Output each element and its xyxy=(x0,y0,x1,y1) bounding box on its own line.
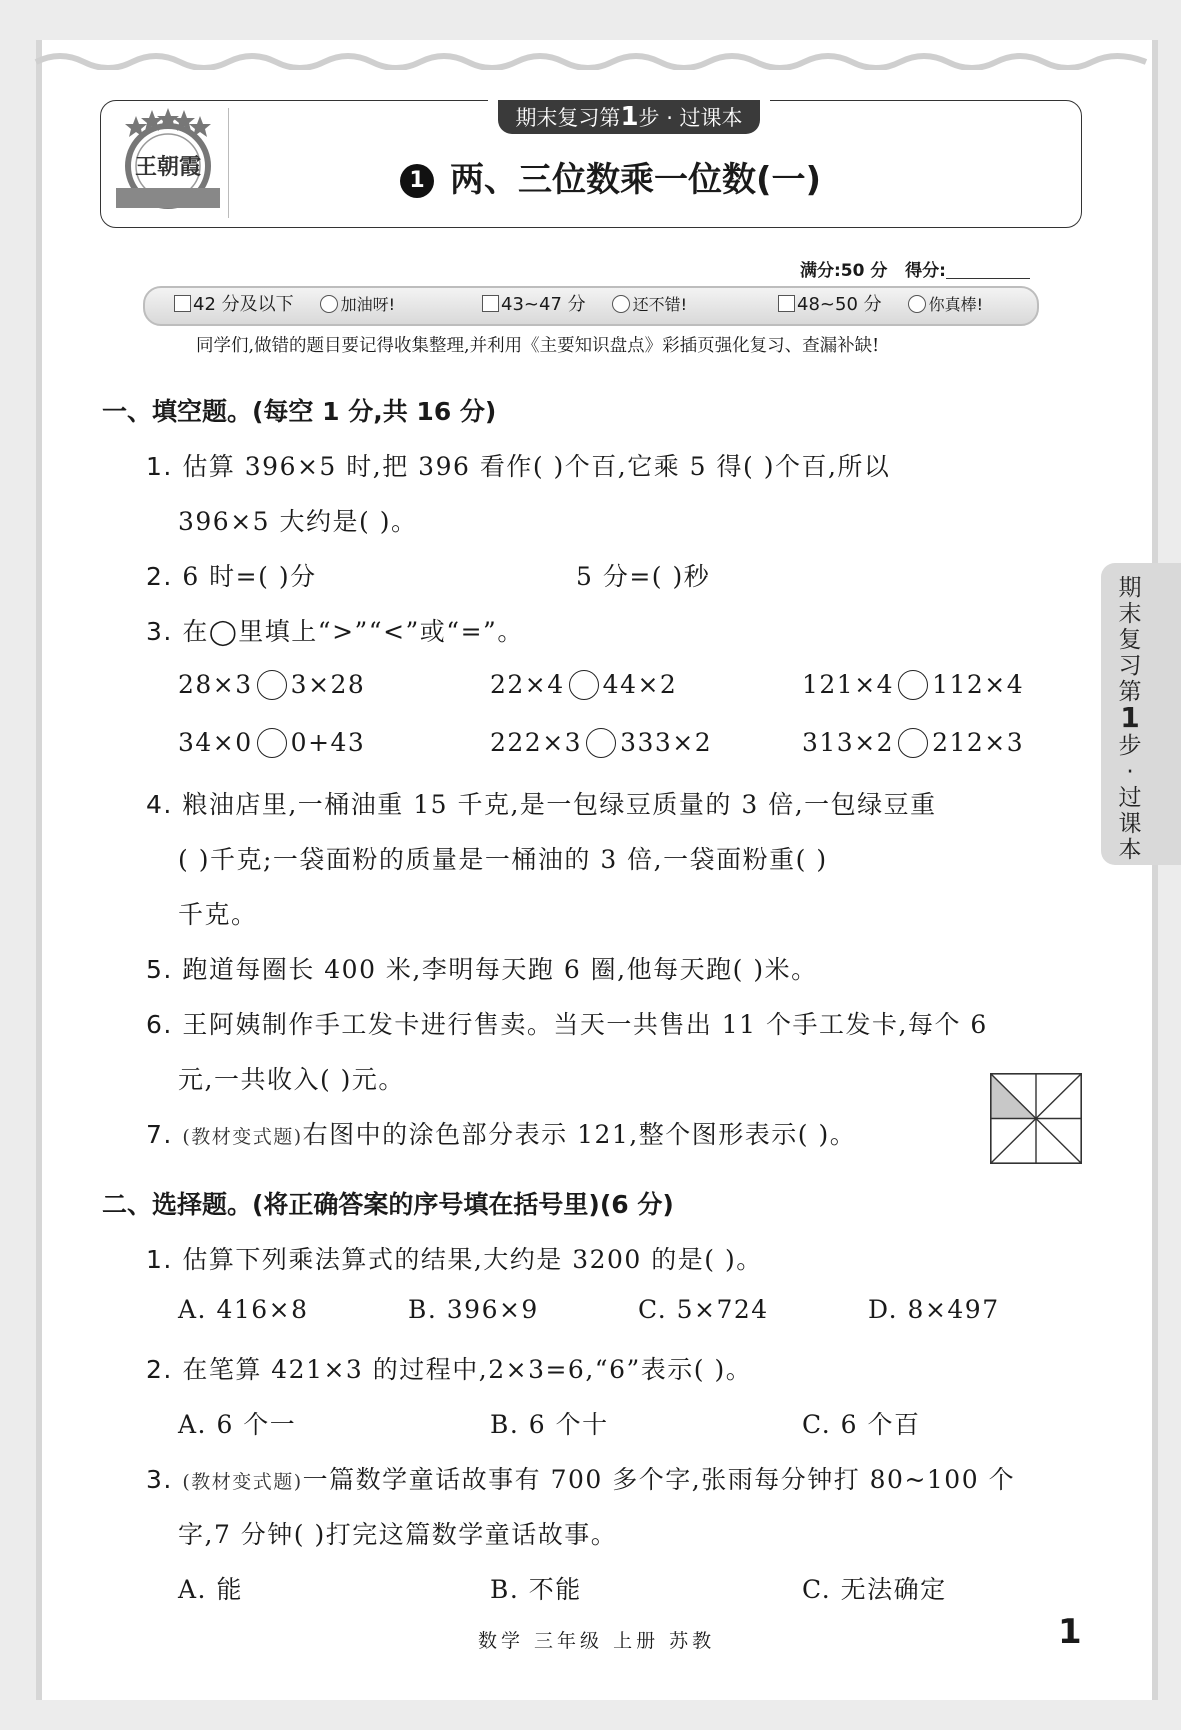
side-tab-label xyxy=(1110,575,1150,863)
question-1-1: 1. 估算 396×5 时,把 396 看作( )个百,它乘 5 得( )个百,所以 xyxy=(146,452,891,481)
question-text: 右图中的涂色部分表示 121,整个图形表示( )。 xyxy=(302,1120,857,1149)
question-1-3: 3. 在◯里填上“>”“<”或“=”。 xyxy=(146,617,524,646)
question-1-4-cont: ( )千克;一袋面粉的质量是一桶油的 3 倍,一袋面粉重( ) xyxy=(178,845,828,874)
question-2-1: 1. 估算下列乘法算式的结果,大约是 3200 的是( )。 xyxy=(146,1245,763,1274)
compare-circle[interactable] xyxy=(898,728,928,758)
question-text: 一篇数学童话故事有 700 多个字,张雨每分钟打 80~100 个 xyxy=(302,1465,1016,1494)
side-char: 习 xyxy=(1118,653,1142,679)
choice-c[interactable]: C. 6 个百 xyxy=(802,1410,921,1439)
full-score: 满分:50 分 xyxy=(800,261,888,281)
choice-b[interactable]: B. 396×9 xyxy=(408,1295,539,1324)
right-expr: 112×4 xyxy=(932,670,1025,699)
section-2-title: 二、选择题。(将正确答案的序号填在括号里)(6 分) xyxy=(102,1190,674,1219)
face-icon xyxy=(612,295,630,313)
choice-a[interactable]: A. 6 个一 xyxy=(178,1410,297,1439)
side-step-number: 1 xyxy=(1120,701,1140,734)
question-2-3-cont: 字,7 分钟( )打完这篇数学童话故事。 xyxy=(178,1520,618,1549)
question-text: 6 时=( )分 xyxy=(182,562,317,591)
lesson-number-badge: 1 xyxy=(400,164,434,198)
compare-circle[interactable] xyxy=(257,670,287,700)
score-label: 得分: xyxy=(905,261,946,281)
side-char: · xyxy=(1126,759,1134,785)
review-step-banner xyxy=(498,100,760,134)
section-1-title: 一、填空题。(每空 1 分,共 16 分) xyxy=(102,397,497,426)
side-char: 本 xyxy=(1118,837,1142,863)
question-1-4-cont2: 千克。 xyxy=(178,900,258,929)
side-char: 课 xyxy=(1118,811,1142,837)
right-expr: 333×2 xyxy=(620,728,713,757)
question-text: 王阿姨制作手工发卡进行售卖。当天一共售出 11 个手工发卡,每个 6 xyxy=(182,1010,988,1039)
question-2-3: 3. (教材变式题)一篇数学童话故事有 700 多个字,张雨每分钟打 80~100 个 xyxy=(146,1465,1016,1494)
left-expr: 28×3 xyxy=(178,670,253,699)
compare-item xyxy=(802,728,1024,758)
compare-item xyxy=(490,670,677,700)
publisher-logo xyxy=(108,108,228,218)
compare-item xyxy=(178,728,365,758)
compare-circle[interactable] xyxy=(257,728,287,758)
compare-circle[interactable] xyxy=(898,670,928,700)
compare-circle[interactable] xyxy=(569,670,599,700)
study-note: 同学们,做错的题目要记得收集整理,并利用《主要知识盘点》彩插页强化复习、查漏补缺! xyxy=(196,336,880,356)
lesson-title-text: 两、三位数乘一位数(一) xyxy=(450,160,822,200)
side-char: 期 xyxy=(1118,575,1142,601)
question-text: 在笔算 421×3 的过程中,2×3=6,“6”表示( )。 xyxy=(182,1355,753,1384)
compare-item xyxy=(178,670,365,700)
compare-item xyxy=(802,670,1024,700)
question-1-6-cont: 元,一共收入( )元。 xyxy=(178,1065,405,1094)
checkbox[interactable] xyxy=(778,295,795,312)
logo-divider xyxy=(228,108,229,218)
grade-option-low[interactable] xyxy=(174,292,395,318)
lesson-title xyxy=(400,152,900,202)
grade-comment: 还不错! xyxy=(632,295,688,314)
side-char: 末 xyxy=(1118,601,1142,627)
score-blank[interactable] xyxy=(946,262,1030,279)
right-expr: 44×2 xyxy=(602,670,678,699)
face-icon xyxy=(908,295,926,313)
question-text: 粮油店里,一桶油重 15 千克,是一包绿豆质量的 3 倍,一包绿豆重 xyxy=(182,790,937,819)
question-1-7: 7. (教材变式题)右图中的涂色部分表示 121,整个图形表示( )。 xyxy=(146,1120,857,1149)
grade-option-high[interactable] xyxy=(778,292,983,318)
textbook-variant-tag: (教材变式题) xyxy=(182,1471,303,1493)
grade-range: 43~47 分 xyxy=(501,294,586,315)
side-char: 过 xyxy=(1118,785,1142,811)
right-expr: 212×3 xyxy=(932,728,1025,757)
compare-circle[interactable] xyxy=(586,728,616,758)
left-expr: 313×2 xyxy=(802,728,895,757)
choice-d[interactable]: D. 8×497 xyxy=(868,1295,1000,1324)
question-1-2b: 5 分=( )秒 xyxy=(576,562,711,591)
question-1-6: 6. 王阿姨制作手工发卡进行售卖。当天一共售出 11 个手工发卡,每个 6 xyxy=(146,1010,988,1039)
banner-step-number: 1 xyxy=(620,102,639,132)
right-expr: 0+43 xyxy=(290,728,366,757)
choice-a[interactable]: A. 能 xyxy=(178,1575,243,1604)
choice-c[interactable]: C. 5×724 xyxy=(638,1295,769,1324)
left-expr: 121×4 xyxy=(802,670,895,699)
question-text: 在◯里填上“>”“<”或“=”。 xyxy=(182,617,524,646)
question-1-5: 5. 跑道每圈长 400 米,李明每天跑 6 圈,他每天跑( )米。 xyxy=(146,955,818,984)
question-text: 跑道每圈长 400 米,李明每天跑 6 圈,他每天跑( )米。 xyxy=(182,955,818,984)
compare-item xyxy=(490,728,712,758)
question-text: 估算下列乘法算式的结果,大约是 3200 的是( )。 xyxy=(182,1245,763,1274)
side-char: 复 xyxy=(1118,627,1142,653)
question-1-4: 4. 粮油店里,一桶油重 15 千克,是一包绿豆质量的 3 倍,一包绿豆重 xyxy=(146,790,937,819)
svg-text:王朝霞: 王朝霞 xyxy=(134,154,202,180)
question-1-1-cont: 396×5 大约是( )。 xyxy=(178,507,418,536)
wavy-top-border xyxy=(0,40,1181,70)
choice-c[interactable]: C. 无法确定 xyxy=(802,1575,947,1604)
checkbox[interactable] xyxy=(482,295,499,312)
choice-a[interactable]: A. 416×8 xyxy=(178,1295,309,1324)
grade-range: 42 分及以下 xyxy=(193,294,294,315)
choice-b[interactable]: B. 不能 xyxy=(490,1575,582,1604)
grade-comment: 你真棒! xyxy=(928,295,984,314)
question-text: 估算 396×5 时,把 396 看作( )个百,它乘 5 得( )个百,所以 xyxy=(182,452,891,481)
question-1-2: 2. 6 时=( )分 xyxy=(146,562,317,591)
left-expr: 22×4 xyxy=(490,670,565,699)
footer-info: 数学 三年级 上册 苏教 xyxy=(478,1630,716,1652)
side-char: 步 xyxy=(1118,733,1142,759)
right-expr: 3×28 xyxy=(290,670,366,699)
score-line xyxy=(800,256,1030,281)
left-expr: 34×0 xyxy=(178,728,253,757)
checkbox[interactable] xyxy=(174,295,191,312)
page-number: 1 xyxy=(1058,1612,1082,1652)
left-expr: 222×3 xyxy=(490,728,583,757)
textbook-variant-tag: (教材变式题) xyxy=(182,1126,303,1148)
banner-suffix: 步 · 过课本 xyxy=(638,106,743,130)
grade-option-mid[interactable] xyxy=(482,292,687,318)
face-icon xyxy=(320,295,338,313)
shaded-square-figure xyxy=(990,1073,1082,1164)
grade-range: 48~50 分 xyxy=(797,294,882,315)
grade-comment: 加油呀! xyxy=(340,295,396,314)
banner-prefix: 期末复习第 xyxy=(515,106,621,130)
side-char: 第 xyxy=(1118,679,1142,705)
choice-b[interactable]: B. 6 个十 xyxy=(490,1410,609,1439)
question-2-2: 2. 在笔算 421×3 的过程中,2×3=6,“6”表示( )。 xyxy=(146,1355,753,1384)
